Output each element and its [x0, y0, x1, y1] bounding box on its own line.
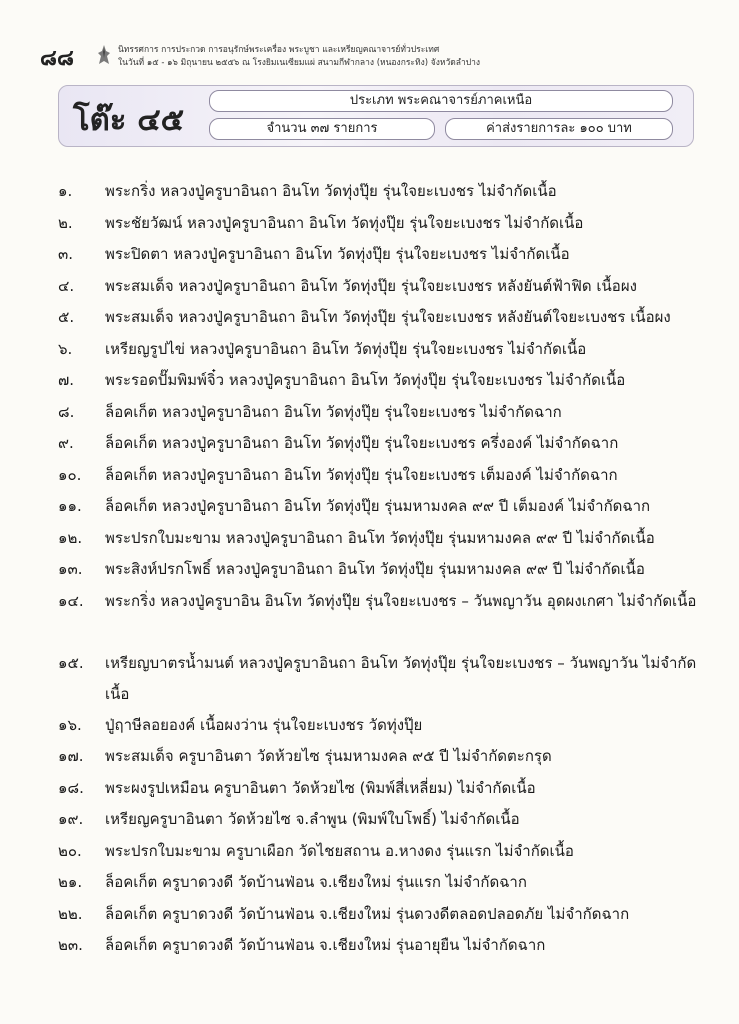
item-text: พระสมเด็จ ครูบาอินตา วัดห้วยไซ รุ่นมหามงคล ๙๕ ปี ไม่จำกัดตะกรุด — [105, 747, 552, 765]
list-item — [58, 397, 718, 429]
item-text: ล็อคเก็ต ครูบาดวงดี วัดบ้านฟ่อน จ.เชียงใหม่ รุ่นอายุยืน ไม่จำกัดฉาก — [105, 936, 546, 954]
table-label: โต๊ะ ๔๕ — [73, 102, 185, 138]
item-text: เหรียญครูบาอินตา วัดห้วยไซ จ.ลำพูน (พิมพ์ใบโพธิ์) ไม่จำกัดเนื้อ — [105, 810, 520, 828]
item-number: ๓. — [58, 245, 74, 263]
list-item — [58, 586, 718, 648]
list-item — [58, 208, 718, 240]
list-item — [58, 867, 718, 899]
item-number: ๑๙. — [58, 810, 84, 828]
item-number: ๒๒. — [58, 904, 83, 923]
item-text: พระปิดตา หลวงปู่ครูบาอินถา อินโท วัดทุ่งปุ๊ย รุ่นใจยะเบงชร ไม่จำกัดเนื้อ — [105, 245, 570, 263]
list-item — [58, 523, 718, 555]
event-header-text — [118, 44, 480, 70]
page-header — [40, 40, 700, 80]
list-item — [58, 491, 718, 523]
list-item — [58, 428, 718, 460]
item-number: ๑๑. — [58, 497, 82, 515]
item-text: พระผงรูปเหมือน ครูบาอินตา วัดห้วยไซ (พิมพ์สี่เหลี่ยม) ไม่จำกัดเนื้อ — [105, 778, 536, 797]
list-item — [58, 804, 718, 836]
list-item — [58, 648, 718, 710]
item-text: พระชัยวัฒน์ หลวงปู่ครูบาอินถา อินโท วัดทุ่งปุ๊ย รุ่นใจยะเบงชร ไม่จำกัดเนื้อ — [105, 213, 584, 232]
item-count-label: จำนวน ๓๗ รายการ — [209, 118, 435, 140]
item-text: พระสมเด็จ หลวงปู่ครูบาอินถา อินโท วัดทุ่งปุ๊ย รุ่นใจยะเบงชร หลังยันต์ใจยะเบงชร เนื้อผง — [105, 308, 671, 326]
item-number: ๑๒. — [58, 528, 83, 547]
category-type-label: ประเภท พระคณาจารย์ภาคเหนือ — [209, 90, 673, 112]
list-item — [58, 334, 718, 366]
item-number: ๑๐. — [58, 465, 82, 484]
item-number: ๒๑. — [58, 873, 83, 891]
item-number: ๕. — [58, 308, 75, 326]
item-text: พระกริ่ง หลวงปู่ครูบาอินถา อินโท วัดทุ่งปุ๊ย รุ่นใจยะเบงชร ไม่จำกัดเนื้อ — [105, 182, 557, 200]
category-box — [58, 85, 694, 147]
item-number: ๒๐. — [58, 841, 82, 860]
item-number: ๖. — [58, 339, 73, 358]
list-item — [58, 460, 718, 492]
list-item — [58, 176, 718, 208]
list-item — [58, 302, 718, 334]
list-item — [58, 710, 718, 742]
list-item — [58, 899, 718, 931]
item-text: ล็อคเก็ต หลวงปู่ครูบาอินถา อินโท วัดทุ่งปุ๊ย รุ่นใจยะเบงชร ไม่จำกัดฉาก — [105, 402, 562, 421]
item-number: ๑๕. — [58, 653, 84, 672]
event-date-line: ในวันที่ ๑๕ - ๑๖ มิถุนายน ๒๕๕๖ ณ โรงยิมเนเซียมแผ่ สนามกีฬากลาง (หนองกระทิง) จังหวัดลำปาง — [118, 58, 481, 68]
item-number: ๑. — [58, 182, 73, 200]
list-item — [58, 239, 718, 271]
temple-emblem-icon — [96, 44, 112, 66]
item-number: ๒๓. — [58, 936, 83, 954]
entry-fee-label: ค่าส่งรายการละ ๑๐๐ บาท — [445, 118, 673, 140]
list-item — [58, 271, 718, 303]
item-list — [58, 176, 718, 962]
item-text: พระสิงห์ปรกโพธิ์ หลวงปู่ครูบาอินถา อินโท วัดทุ่งปุ๊ย รุ่นมหามงคล ๙๙ ปี ไม่จำกัดเนื้อ — [105, 560, 645, 578]
item-text: พระสมเด็จ หลวงปู่ครูบาอินถา อินโท วัดทุ่งปุ๊ย รุ่นใจยะเบงชร หลังยันต์ฟ้าฟิด เนื้อผง — [105, 276, 637, 295]
item-text: พระรอดปั๊มพิมพ์จิ๋ว หลวงปู่ครูบาอินถา อินโท วัดทุ่งปุ๊ย รุ่นใจยะเบงชร ไม่จำกัดเนื้อ — [105, 371, 626, 389]
item-number: ๑๓. — [58, 560, 83, 578]
item-text: ล็อคเก็ต ครูบาดวงดี วัดบ้านฟ่อน จ.เชียงใหม่ รุ่นแรก ไม่จำกัดฉาก — [105, 873, 527, 891]
list-item — [58, 741, 718, 773]
item-text: ล็อคเก็ต ครูบาดวงดี วัดบ้านฟ่อน จ.เชียงใหม่ รุ่นดวงดีตลอดปลอดภัย ไม่จำกัดฉาก — [105, 904, 630, 923]
list-item — [58, 930, 718, 962]
item-number: ๑๔. — [58, 591, 84, 610]
item-number: ๒. — [58, 213, 73, 232]
item-number: ๑๘. — [58, 778, 84, 797]
item-number: ๔. — [58, 276, 75, 295]
event-title-line: นิทรรศการ การประกวด การอนุรักษ์พระเครื่อง พระบูชา และเหรียญคณาจารย์ทั่วประเทศ — [118, 45, 440, 55]
list-item — [58, 773, 718, 805]
item-text: ล็อคเก็ต หลวงปู่ครูบาอินถา อินโท วัดทุ่งปุ๊ย รุ่นมหามงคล ๙๙ ปี เต็มองค์ ไม่จำกัดฉาก — [105, 497, 651, 515]
item-text: ปู่ฤาษีลอยองค์ เนื้อผงว่าน รุ่นใจยะเบงชร วัดทุ่งปุ๊ย — [105, 715, 423, 734]
item-number: ๑๗. — [58, 747, 84, 765]
item-number: ๗. — [58, 371, 75, 389]
item-text: เหรียญรูปไข่ หลวงปู่ครูบาอินถา อินโท วัดทุ่งปุ๊ย รุ่นใจยะเบงชร ไม่จำกัดเนื้อ — [105, 339, 587, 358]
list-item — [58, 554, 718, 586]
page-number: ๘๘ — [40, 45, 74, 71]
item-text: ล็อคเก็ต หลวงปู่ครูบาอินถา อินโท วัดทุ่งปุ๊ย รุ่นใจยะเบงชร ครึ่งองค์ ไม่จำกัดฉาก — [105, 434, 619, 452]
list-item — [58, 836, 718, 868]
item-text: พระกริ่ง หลวงปู่ครูบาอิน อินโท วัดทุ่งปุ๊ย รุ่นใจยะเบงชร – วันพญาวัน อุดผงเกศา ไม่จำกัดเนื้อ — [105, 591, 697, 610]
item-text: เหรียญบาตรน้ำมนต์ หลวงปู่ครูบาอินถา อินโท วัดทุ่งปุ๊ย รุ่นใจยะเบงชร – วันพญาวัน ไม่จำกัดเนื้อ — [105, 653, 697, 703]
item-number: ๙. — [58, 434, 74, 452]
item-number: ๘. — [58, 402, 75, 421]
item-text: พระปรกใบมะขาม ครูบาเผือก วัดไชยสถาน อ.หางดง รุ่นแรก ไม่จำกัดเนื้อ — [105, 841, 574, 860]
item-text: พระปรกใบมะขาม หลวงปู่ครูบาอินถา อินโท วัดทุ่งปุ๊ย รุ่นมหามงคล ๙๙ ปี ไม่จำกัดเนื้อ — [105, 528, 655, 547]
item-text: ล็อคเก็ต หลวงปู่ครูบาอินถา อินโท วัดทุ่งปุ๊ย รุ่นใจยะเบงชร เต็มองค์ ไม่จำกัดฉาก — [105, 465, 618, 484]
item-number: ๑๖. — [58, 715, 82, 734]
list-item — [58, 365, 718, 397]
